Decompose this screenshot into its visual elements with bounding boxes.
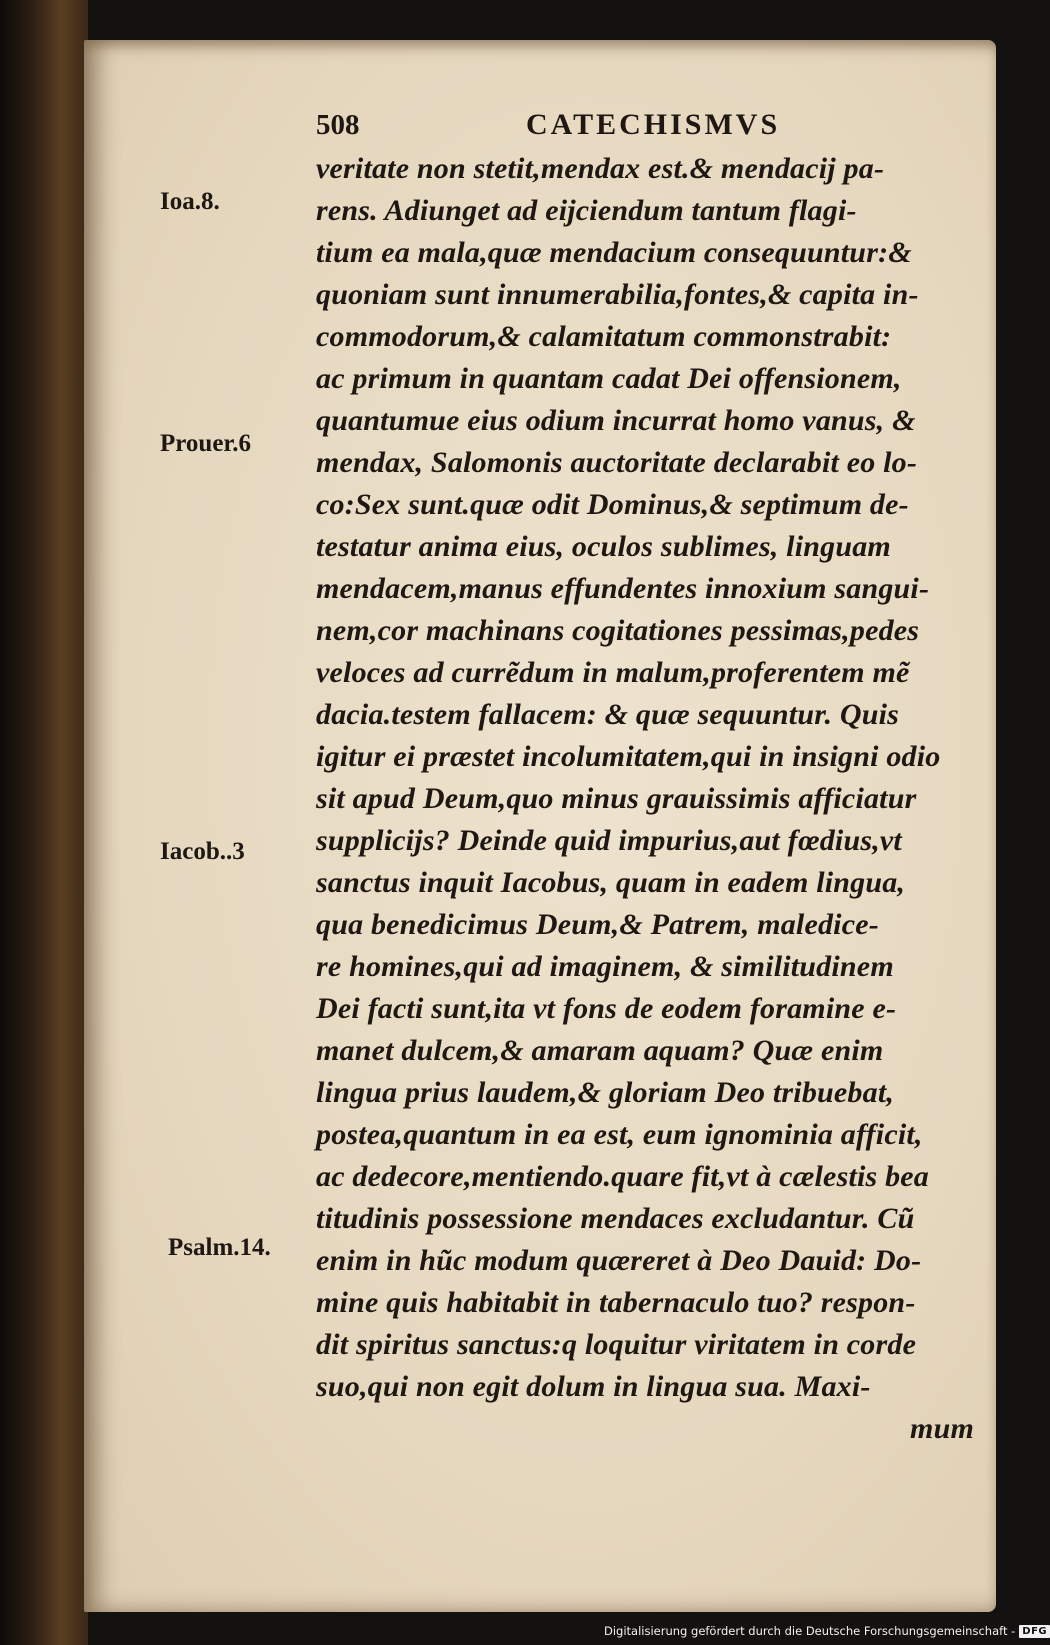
text-line: nem,cor machinans cogitationes pessimas,pedes [316, 614, 920, 647]
text-line: Dei facti sunt,ita vt fons de eodem foramine e- [316, 992, 897, 1025]
footer-credit: Digitalisierung gefördert durch die Deutsche Forschungsgemeinschaft - [604, 1624, 1016, 1638]
text-line: lingua prius laudem,& gloriam Deo tribuebat, [316, 1076, 895, 1109]
text-line: igitur ei præstet incolumitatem,qui in insigni odio [316, 740, 941, 773]
text-line: rens. Adiunget ad eijciendum tantum flagi- [316, 194, 857, 227]
text-line: testatur anima eius, oculos sublimes, linguam [316, 530, 891, 563]
running-title: CATECHISMVS [526, 108, 781, 141]
text-line: tium ea mala,quæ mendacium consequuntur:& [316, 236, 912, 269]
text-line: supplicijs? Deinde quid impurius,aut fœdius,vt [316, 824, 902, 857]
text-line: co:Sex sunt.quæ odit Dominus,& septimum de- [316, 488, 909, 521]
text-line: qua benedicimus Deum,& Patrem, maledice- [316, 908, 879, 941]
digitization-footer [604, 1622, 1050, 1640]
page-header [316, 108, 836, 148]
text-line: commodorum,& calamitatum commonstrabit: [316, 320, 892, 353]
text-line: ac dedecore,mentiendo.quare fit,vt à cælestis bea [316, 1160, 930, 1193]
margin-note-prouer: Prouer.6 [160, 430, 251, 457]
text-line: enim in hũc modum quæreret à Deo Dauid: Do- [316, 1244, 922, 1277]
book-spine [0, 0, 88, 1645]
text-line: dacia.testem fallacem: & quæ sequuntur. Quis [316, 698, 900, 731]
text-line: veloces ad currẽdum in malum,proferentem mẽ [316, 656, 910, 689]
margin-note-ioa: Ioa.8. [160, 188, 220, 215]
text-line: manet dulcem,& amaram aquam? Quæ enim [316, 1034, 884, 1067]
body-text [316, 148, 976, 1450]
text-line: postea,quantum in ea est, eum ignominia afficit, [316, 1118, 923, 1151]
text-line: mine quis habitabit in tabernaculo tuo? respon- [316, 1286, 916, 1319]
text-line: re homines,qui ad imaginem, & similitudinem [316, 950, 894, 983]
text-line: mendacem,manus effundentes innoxium sangui- [316, 572, 930, 605]
catchword: mum [910, 1412, 974, 1445]
page-number: 508 [316, 109, 360, 141]
text-line: mendax, Salomonis auctoritate declarabit eo lo- [316, 446, 918, 479]
margin-note-psalm: Psalm.14. [168, 1234, 271, 1261]
text-line: quoniam sunt innumerabilia,fontes,& capita in- [316, 278, 919, 311]
text-line: sanctus inquit Iacobus, quam in eadem lingua, [316, 866, 906, 899]
text-line: titudinis possessione mendaces excludantur. Cũ [316, 1202, 915, 1235]
text-line: quantumue eius odium incurrat homo vanus, & [316, 404, 916, 437]
text-line: dit spiritus sanctus:q loquitur viritatem in corde [316, 1328, 917, 1361]
margin-note-iacob: Iacob..3 [160, 838, 245, 865]
dfg-logo: DFG [1019, 1625, 1050, 1638]
text-line: sit apud Deum,quo minus grauissimis afficiatur [316, 782, 917, 815]
text-line: suo,qui non egit dolum in lingua sua. Maxi- [316, 1370, 871, 1403]
text-line: veritate non stetit,mendax est.& mendacij pa- [316, 152, 885, 185]
text-line: ac primum in quantam cadat Dei offensionem, [316, 362, 902, 395]
